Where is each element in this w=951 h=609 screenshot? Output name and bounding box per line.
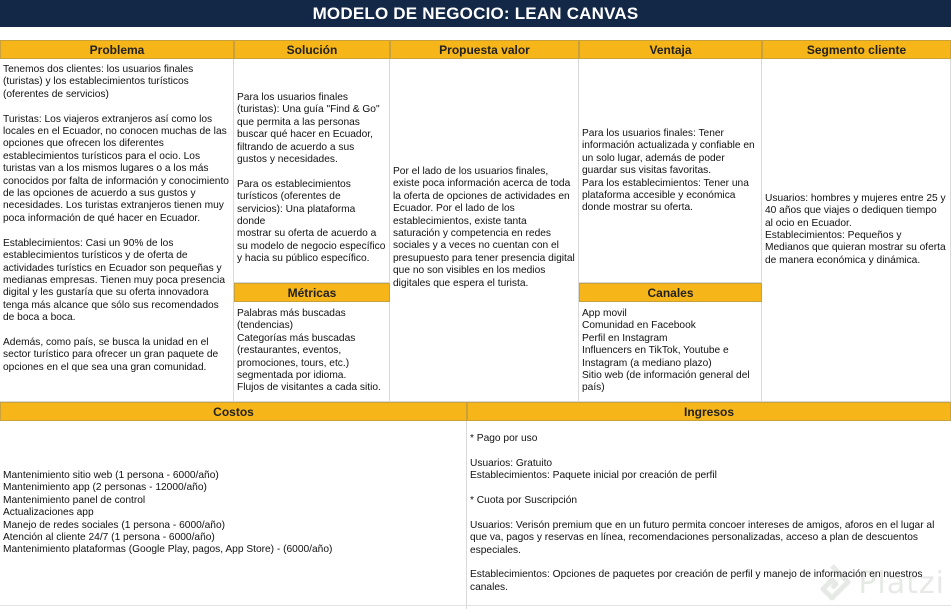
problema-cell bbox=[0, 59, 234, 402]
metricas-text: Palabras más buscadas (tendencias) Categorías más buscadas (restaurantes, eventos, promociones, tours, etc.) segmentada por idioma. Flujos de visitantes a cada sitio. bbox=[237, 308, 381, 394]
header-solucion: Solución bbox=[234, 40, 390, 59]
spacer-row bbox=[0, 27, 951, 41]
costos-cell bbox=[0, 421, 467, 609]
header-segmento-cliente: Segmento cliente bbox=[762, 40, 951, 59]
bottom-gridline bbox=[0, 605, 951, 606]
ventaja-text: Para los usuarios finales: Tener información actualizada y confiable en un solo lugar, además de poder guardar sus visitas favoritas. Para los establecimientos: Tener una plataforma accesible y económica donde mostrar su oferta. bbox=[582, 128, 755, 214]
ingresos-text: * Pago por uso Usuarios: Gratuito Establecimientos: Paquete inicial por creación de perfil * Cuota por Suscripción Usuarios: Verisón premium que en un futuro permita concoer intereses de amigos, aforos en el lugar al que va, pagos y reservas en línea, recomendaciones personalizadas, acceso a plan de descuentos especiales. Establecimientos: Opciones de paquetes por creación de perfil y manejo de información en nuestros canales. bbox=[470, 433, 935, 593]
metricas-cell bbox=[234, 302, 390, 402]
header-canales: Canales bbox=[579, 283, 762, 302]
platzi-watermark bbox=[812, 563, 945, 603]
segmento-cliente-cell bbox=[762, 59, 951, 402]
header-ventaja: Ventaja bbox=[579, 40, 762, 59]
solucion-text: Para los usuarios finales (turistas): Una guía "Find & Go" que permita a las personas buscar qué hacer en Ecuador, filtrando de acuerdo a sus gustos y necesidades. Para os establecimientos turísticos (oferentes de servicios): Una plataforma donde mostrar su oferta de acuerdo a su modelo de negocio específico y hacia su público específico. bbox=[237, 92, 386, 265]
solucion-cell bbox=[234, 59, 390, 283]
canales-text: App movil Comunidad en Facebook Perfil en Instagram Influencers en TikTok, Youtube e Instagram (a mediano plazo) Sitio web (de información general del país) bbox=[582, 308, 750, 394]
segmento-cliente-text: Usuarios: hombres y mujeres entre 25 y 40 años que viajes o dediquen tiempo al ocio en Ecuador. Establecimientos: Pequeños y Medianos que quieran mostrar su oferta de manera económica y dinámica. bbox=[765, 192, 946, 266]
propuesta-valor-text: Por el lado de los usuarios finales, existe poca información acerca de toda la oferta de opciones de actividades en Ecuador. Por el lado de los establecimientos, existe tanta saturación y competencia en redes sociales y a veces no cuentan con el presupuesto para tener presencia digital que no son visibles en los medios digitales que espera el turista. bbox=[393, 165, 575, 289]
costos-text: Mantenimiento sitio web (1 persona - 6000/año) Mantenimiento app (2 personas - 12000/año) Mantenimiento panel de control Actualizaciones app Manejo de redes sociales (1 persona - 6000/año) Atención al cliente 24/7 (1 persona - 6000/año) Mantenimiento plataformas (Google Play, pagos, App Store) - (6000/año) bbox=[3, 470, 333, 556]
header-metricas: Métricas bbox=[234, 283, 390, 302]
watermark-brand: Platzi bbox=[858, 565, 945, 601]
canales-cell bbox=[579, 302, 762, 402]
header-ingresos: Ingresos bbox=[467, 402, 951, 421]
problema-text: Tenemos dos clientes: los usuarios finales (turistas) y los establecimientos turísticos (oferentes de servicios) Turistas: Los viajeros extranjeros así como los locales en el Ecuador, no conocen muchas de las opciones que ofrecen los diferentes establecimientos turísticos para el ocio. Los turistas van a los mismos lugares o a los más conocidos por falta de información y conocimiento de las opciones de acuerdo a sus gustos y necesidades. Los turistas extranjeros tienen muy poca información de qué hacer en Ecuador. Establecimientos: Casi un 90% de los establecimientos turísticos y de oferta de actividades turístics en Ecuador son pequeñas y medianas empresas. Tienen muy poca presencia digital y les gustaría que su oferta innovadora tenga más alcance que sólo sus recomendados de boca a boca. Además, como país, se busca la unidad en el sector turístico para ofrecer un gran paquete de opciones en el que sea una gran comunidad. bbox=[3, 64, 229, 373]
header-problema: Problema bbox=[0, 40, 234, 59]
header-propuesta-valor: Propuesta valor bbox=[390, 40, 579, 59]
page-title: MODELO DE NEGOCIO: LEAN CANVAS bbox=[0, 0, 951, 27]
header-costos: Costos bbox=[0, 402, 467, 421]
propuesta-valor-cell bbox=[390, 59, 579, 402]
platzi-logo-icon bbox=[812, 563, 852, 603]
ventaja-cell bbox=[579, 59, 762, 283]
